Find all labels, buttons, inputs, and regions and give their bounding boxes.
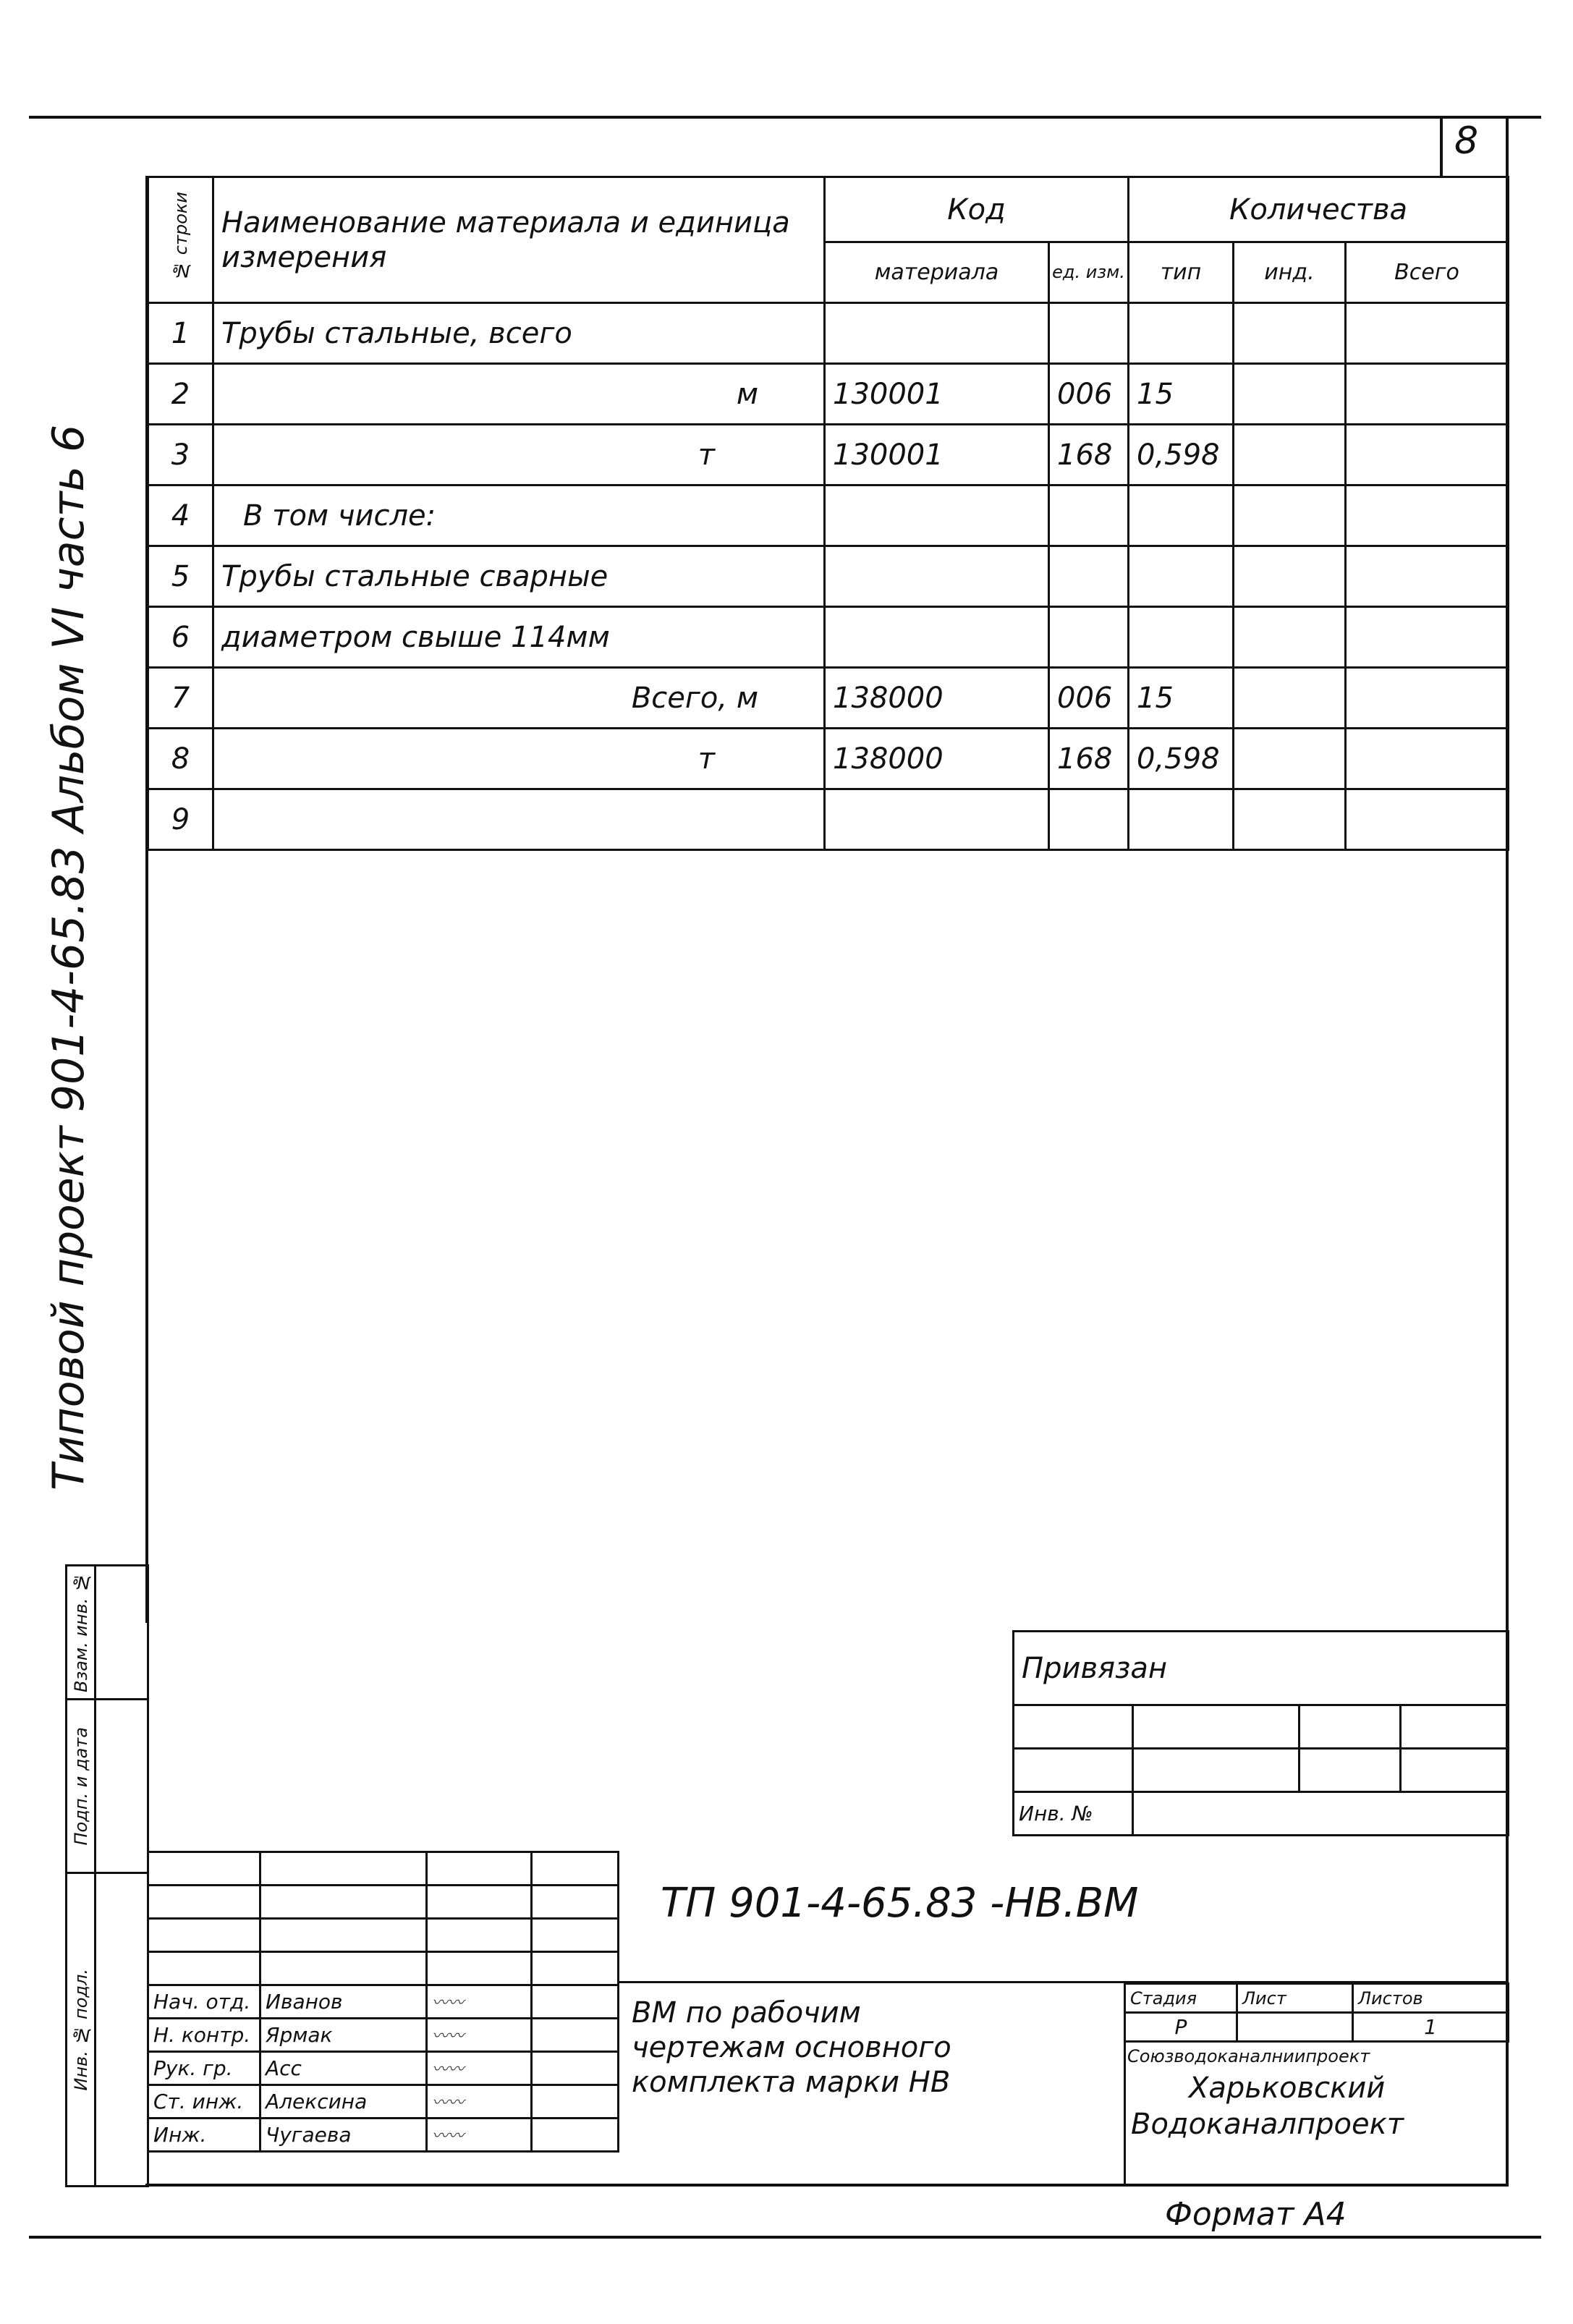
row-qty-type	[1129, 485, 1234, 546]
row-name: Трубы стальные, всего	[213, 303, 825, 364]
signer-name: Ярмак	[260, 2019, 427, 2052]
row-qty-type	[1129, 303, 1234, 364]
page-number: 8	[1454, 119, 1479, 163]
bottom-frame-line	[29, 2236, 1541, 2239]
page-number-divider	[1440, 116, 1443, 176]
format-label: Формат А4	[1165, 2196, 1347, 2233]
drawing-designation: ТП 901-4-65.83 -НВ.ВМ	[661, 1880, 1139, 1927]
row-qty-ind	[1234, 607, 1346, 668]
row-qty-total	[1346, 303, 1509, 364]
row-unit-code	[1049, 607, 1129, 668]
row-material-code	[825, 607, 1049, 668]
top-frame-line	[29, 116, 1541, 119]
row-material-code: 130001	[825, 364, 1049, 425]
header-q-type: тип	[1129, 242, 1234, 303]
row-name: В том числе:	[213, 485, 825, 546]
signer-role: Рук. гр.	[148, 2052, 260, 2085]
signer-role: Инж.	[148, 2119, 260, 2152]
row-number: 6	[148, 607, 213, 668]
row-unit-code	[1049, 485, 1129, 546]
row-qty-total	[1346, 546, 1509, 607]
table-row	[148, 425, 1509, 485]
stage-label: Стадия	[1125, 1984, 1237, 2013]
row-qty-total	[1346, 607, 1509, 668]
drawing-description: ВМ по рабочим чертежам основного комплекта марки НВ	[632, 1996, 951, 2099]
signature-grid	[147, 1851, 619, 2153]
row-name: т	[213, 729, 825, 789]
row-material-code: 138000	[825, 668, 1049, 729]
signer-row	[148, 2052, 619, 2085]
row-qty-type	[1129, 546, 1234, 607]
signer-row	[148, 1985, 619, 2019]
stamp-vzam: Взам. инв. №	[67, 1566, 96, 1700]
row-unit-code	[1049, 303, 1129, 364]
table-row	[148, 303, 1509, 364]
stamp-podp: Подп. и дата	[67, 1700, 96, 1873]
row-unit-code: 006	[1049, 364, 1129, 425]
row-qty-total	[1346, 485, 1509, 546]
signer-name: Асс	[260, 2052, 427, 2085]
inv-number-label: Инв. №	[1014, 1792, 1133, 1836]
header-name: Наименование материала и единица измерения	[213, 177, 825, 303]
row-material-code	[825, 789, 1049, 850]
org-divider	[1124, 1982, 1126, 2185]
table-row	[148, 789, 1509, 850]
row-qty-ind	[1234, 789, 1346, 850]
row-material-code: 138000	[825, 729, 1049, 789]
signer-row	[148, 2085, 619, 2119]
organization-line-1: Союзводоканалниипроект	[1127, 2046, 1370, 2066]
sheets-value: 1	[1353, 2013, 1509, 2042]
table-row	[148, 729, 1509, 789]
row-qty-total	[1346, 425, 1509, 485]
header-q-ind: инд.	[1234, 242, 1346, 303]
row-qty-total	[1346, 364, 1509, 425]
row-qty-ind	[1234, 425, 1346, 485]
table-row	[148, 485, 1509, 546]
row-qty-ind	[1234, 485, 1346, 546]
row-unit-code	[1049, 789, 1129, 850]
row-unit-code: 006	[1049, 668, 1129, 729]
header-q-total: Всего	[1346, 242, 1509, 303]
row-qty-type	[1129, 607, 1234, 668]
side-caption: Типовой проект 901-4-65.83 Альбом VI часть 6	[43, 424, 94, 1490]
row-qty-ind	[1234, 364, 1346, 425]
row-qty-type	[1129, 789, 1234, 850]
row-qty-total	[1346, 668, 1509, 729]
specification-table	[147, 176, 1509, 851]
row-qty-ind	[1234, 668, 1346, 729]
row-material-code	[825, 485, 1049, 546]
header-code: Код	[825, 177, 1129, 242]
signature-mark: 〰〰	[432, 2094, 465, 2112]
row-number: 7	[148, 668, 213, 729]
row-qty-type: 0,598	[1129, 729, 1234, 789]
table-row	[148, 546, 1509, 607]
signer-role: Н. контр.	[148, 2019, 260, 2052]
row-number: 1	[148, 303, 213, 364]
header-quantity: Количества	[1129, 177, 1509, 242]
signer-row	[148, 2119, 619, 2152]
row-name: т	[213, 425, 825, 485]
row-qty-total	[1346, 729, 1509, 789]
sheet-value	[1237, 2013, 1353, 2042]
row-name: диаметром свыше 114мм	[213, 607, 825, 668]
privyazan-label: Привязан	[1014, 1632, 1509, 1705]
approval-stamp-strip	[65, 1564, 149, 2187]
row-number: 9	[148, 789, 213, 850]
row-unit-code	[1049, 546, 1129, 607]
organization-line-3: Водоканалпроект	[1131, 2108, 1404, 2141]
table-row	[148, 607, 1509, 668]
stage-value: Р	[1125, 2013, 1237, 2042]
organization-line-2: Харьковский	[1189, 2071, 1386, 2105]
signature-mark: 〰〰	[432, 1994, 465, 2012]
signature-mark: 〰〰	[432, 2061, 465, 2079]
title-block	[147, 1851, 1507, 2185]
stage-sheet-grid	[1124, 1982, 1509, 2043]
row-number: 3	[148, 425, 213, 485]
row-qty-total	[1346, 789, 1509, 850]
row-qty-ind	[1234, 303, 1346, 364]
row-number: 4	[148, 485, 213, 546]
row-number: 8	[148, 729, 213, 789]
signer-name: Чугаева	[260, 2119, 427, 2152]
header-row-no: № строки	[148, 177, 213, 303]
sheets-label: Листов	[1353, 1984, 1509, 2013]
row-unit-code: 168	[1049, 729, 1129, 789]
row-qty-type: 15	[1129, 364, 1234, 425]
signer-name: Иванов	[260, 1985, 427, 2019]
row-material-code: 130001	[825, 425, 1049, 485]
table-row	[148, 668, 1509, 729]
signer-role: Нач. отд.	[148, 1985, 260, 2019]
row-qty-ind	[1234, 729, 1346, 789]
row-material-code	[825, 546, 1049, 607]
row-name: Всего, м	[213, 668, 825, 729]
row-qty-ind	[1234, 546, 1346, 607]
row-number: 2	[148, 364, 213, 425]
signature-mark: 〰〰	[432, 2027, 465, 2045]
table-row	[148, 364, 1509, 425]
signer-row	[148, 2019, 619, 2052]
row-qty-type: 15	[1129, 668, 1234, 729]
row-material-code	[825, 303, 1049, 364]
signer-name: Алексина	[260, 2085, 427, 2119]
signer-role: Ст. инж.	[148, 2085, 260, 2119]
header-code-unit: ед. изм.	[1049, 242, 1129, 303]
stamp-inv-podl: Инв. № подл.	[67, 1873, 96, 2187]
header-code-material: материала	[825, 242, 1049, 303]
row-unit-code: 168	[1049, 425, 1129, 485]
privyazan-block	[1012, 1630, 1509, 1836]
row-number: 5	[148, 546, 213, 607]
row-name: Трубы стальные сварные	[213, 546, 825, 607]
row-qty-type: 0,598	[1129, 425, 1234, 485]
sheet-label: Лист	[1237, 1984, 1353, 2013]
signature-mark: 〰〰	[432, 2127, 465, 2145]
row-name	[213, 789, 825, 850]
row-name: м	[213, 364, 825, 425]
